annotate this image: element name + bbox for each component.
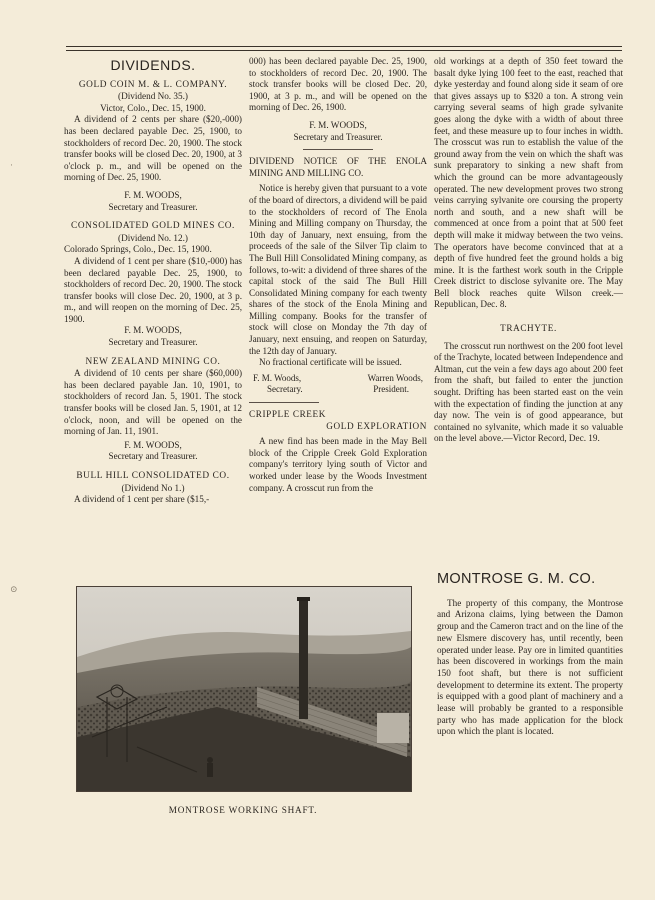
enola-body: Notice is hereby given that pursuant to a vote of the board of directors, a dividend will be paid to the stockholders of record of The Enola Mining and Milling company on Thursday, the 10th day of January, next ensuing, from the proceeds of the sale of the Silver Tip claim to The Bull Hill Consolidated Mining company, as follows, to-wit: a dividend of three shares of the capital stock of the said The Bull Hill Consolidated Mining company for each twenty shares of the stock of the Enola Mining and Milling company. Books for the transfer of stock will close on Monday the 7th day of January, next ensuing, and reopen on Saturday, the 12th day of January. bbox=[249, 183, 427, 356]
enola-signer-1-title: Secretary. bbox=[267, 384, 303, 395]
gold-coin-body: A dividend of 2 cents per share ($20,-000) has been declared payable Dec. 25, 1900, to stockholders of record Dec. 20, 1900. The stock transfer books will be closed Dec. 20, 1900, at 3 o'clock p. m., and will be opened on the morning of Dec. 25, 1900. bbox=[64, 114, 242, 183]
montrose-shaft-photo bbox=[76, 586, 412, 792]
enola-signer-2-title: President. bbox=[373, 384, 409, 395]
cripple-creek-continued: old workings at a depth of 350 feet toward the basalt dyke lying 100 feet to the east, reached that dyke yesterday and found along side it seam of ore that gives assays up to $320 a ton. A strong vein carrying several seams of high grade sylvanite goes along the dyke with a width of about three feet, and these measure up to four inches in width. The crosscut was run to establish the value of the ground away from the vein on which the shaft was sunk preparatory to sinking a new shaft from which the ground can be more advantageously operated. The new development proves two strong veins carrying sylvanite ore coursing the property north and south, and a new shaft will be commenced at once from a point that at 500 feet depth will make it midway between the two veins. The operators have become convinced that at a depth of five hundred feet the ground holds a big mine. It is the farthest work south in the Cripple Creek district to disclose sylvanite ore. The May Bell block reaches quite Wilson creek.—Republican, Dec. 8. bbox=[434, 56, 623, 310]
bull-hill-title: Secretary and Treasurer. bbox=[293, 131, 383, 142]
enola-signer-1: F. M. Woods, bbox=[253, 372, 302, 383]
bull-hill-body-start: A dividend of 1 cent per share ($15,- bbox=[74, 494, 210, 505]
dividends-heading: DIVIDENDS. bbox=[110, 57, 196, 73]
new-zealand-signer: F. M. WOODS, bbox=[124, 439, 182, 450]
cripple-creek-body: A new find has been made in the May Bell block of the Cripple Creek Gold Exploration company's territory lying south of Victor and worked under lease by the Woods Investment company. A crosscut run from the bbox=[249, 436, 427, 493]
new-zealand-body: A dividend of 10 cents per share ($60,000) has been declared payable Jan. 10, 1901, to stockholders of record Jan. 5, 1901. The stock transfer books will be closed Jan. 5, 1901, at 12 o'clock, noon, and will be opened on the morning of Jan. 11, 1901. bbox=[64, 368, 242, 437]
cripple-creek-heading-1: CRIPPLE CREEK bbox=[249, 409, 326, 420]
margin-mark: · bbox=[10, 160, 13, 170]
gold-coin-company: GOLD COIN M. & L. COMPANY. bbox=[78, 79, 228, 90]
column-1 bbox=[64, 57, 242, 506]
enola-note: No fractional certificate will be issued. bbox=[259, 357, 402, 368]
consolidated-body: A dividend of 1 cent per share ($10,-000) has been declared payable Dec. 25, 1900, to stockholders of record Dec. 20, 1900. The stock transfer books will close Dec. 20, 1900, at 3 p. m., and will reopen on the morning of Dec. 25, 1900. bbox=[64, 255, 242, 324]
enola-signer-2: Warren Woods, bbox=[367, 372, 423, 383]
consolidated-dateline: Colorado Springs, Colo., Dec. 15, 1900. bbox=[64, 244, 212, 255]
trachyte-body: The crosscut run northwest on the 200 foot level of the Trachyte, located between Independence and Altman, cut the vein a few days ago about 200 feet from the shaft, but failed to enter the junction sought. Drifting has been started east on the vein with the expectation of finding the junction at any day now. The vein is of good appearance, but contained no sylvanite, which made it so valuable on the level above.—Victor Record, Dec. 19. bbox=[434, 340, 623, 444]
gold-coin-signer: F. M. WOODS, bbox=[124, 189, 182, 200]
gold-coin-title: Secretary and Treasurer. bbox=[108, 201, 198, 212]
montrose-heading: MONTROSE G. M. CO. bbox=[437, 571, 596, 587]
column-3 bbox=[434, 56, 623, 445]
new-zealand-title: Secretary and Treasurer. bbox=[108, 451, 198, 462]
consolidated-company: CONSOLIDATED GOLD MINES CO. bbox=[71, 221, 235, 232]
trachyte-heading: TRACHYTE. bbox=[500, 323, 557, 334]
new-zealand-company: NEW ZEALAND MINING CO. bbox=[85, 356, 221, 367]
montrose-body: The property of this company, the Montrose and Arizona claims, lying between the Damon group and the Cameron tract and on the line of the new Elsmere discovery has, until recently, been operated under lease. Pay ore in limited quantities has been discovered in workings from the main 150 foot shaft, but there is not sufficient development to determine its extent. The property is equipped with a good plant of machinery and a lease will probably be granted to a responsible party who has made application for the block upon which the plant is located. bbox=[437, 597, 623, 737]
consolidated-signer: F. M. WOODS, bbox=[124, 325, 182, 336]
top-rule bbox=[66, 46, 622, 47]
section-divider bbox=[303, 149, 373, 150]
montrose-shaft-photo-image bbox=[77, 587, 411, 791]
cripple-creek-heading-2: GOLD EXPLORATION bbox=[326, 420, 427, 431]
bull-hill-company: BULL HILL CONSOLIDATED CO. bbox=[76, 471, 230, 481]
gold-coin-dateline: Victor, Colo., Dec. 15, 1900. bbox=[100, 102, 206, 113]
enola-heading: DIVIDEND NOTICE OF THE ENOLA MINING AND MILLING CO. bbox=[249, 156, 427, 178]
bull-hill-signer: F. M. WOODS, bbox=[309, 119, 367, 130]
enola-titles bbox=[249, 384, 427, 396]
bull-hill-dividend-no: (Dividend No 1.) bbox=[121, 482, 185, 493]
section-divider bbox=[249, 402, 319, 403]
montrose-article bbox=[437, 571, 623, 738]
consolidated-title: Secretary and Treasurer. bbox=[108, 337, 198, 348]
margin-mark: ⊙ bbox=[10, 584, 18, 594]
top-rule-2 bbox=[66, 50, 622, 51]
bull-hill-body-continued: 000) has been declared payable Dec. 25, 1900, to stockholders of record Dec. 20, 1900. The stock transfer books will be closed Dec. 20, 1900, at 3 p. m., and will be opened on the morning of Dec. 26, 1900. bbox=[249, 56, 427, 113]
column-2 bbox=[249, 56, 427, 494]
gold-coin-dividend-no: (Dividend No. 35.) bbox=[118, 91, 188, 102]
consolidated-dividend-no: (Dividend No. 12.) bbox=[118, 232, 188, 243]
photo-caption: MONTROSE WORKING SHAFT. bbox=[168, 805, 318, 815]
enola-signatures bbox=[249, 373, 427, 385]
